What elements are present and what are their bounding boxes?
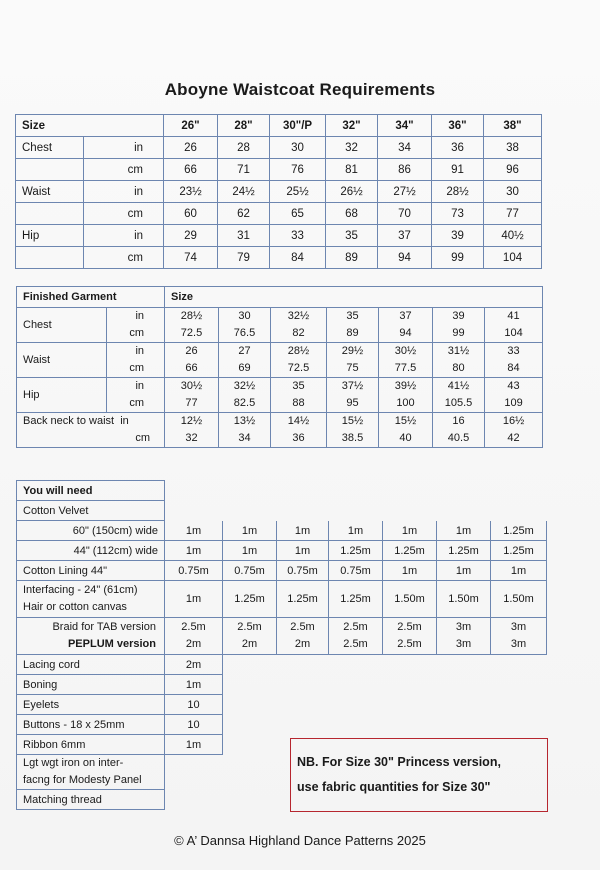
cell: 10 [165, 695, 223, 715]
cell: 30 76.5 [219, 308, 271, 343]
cell: 38 [484, 137, 542, 159]
table-row [16, 137, 542, 159]
cell: 29½ 75 [327, 343, 379, 378]
table-row [17, 541, 547, 561]
cell: 1m [383, 521, 437, 541]
row-label: 44" (112cm) wide [17, 541, 165, 561]
table-row [17, 618, 547, 655]
cell: 76 [270, 159, 326, 181]
finished-garment-table [16, 286, 543, 448]
cell: 94 [378, 247, 432, 269]
cell: 1m [165, 675, 223, 695]
row-label: Lgt wgt iron on inter- facng for Modesty Panel [17, 755, 165, 790]
cell: 74 [164, 247, 218, 269]
cell: 81 [326, 159, 378, 181]
cell: 1m [437, 521, 491, 541]
cell: 31 [218, 225, 270, 247]
cell: 26 66 [165, 343, 219, 378]
row-label: Boning [17, 675, 165, 695]
cell: 26 [164, 137, 218, 159]
size-col-header: 32" [326, 115, 378, 137]
cell: 28½ 72.5 [165, 308, 219, 343]
page-title: Aboyne Waistcoat Requirements [164, 80, 436, 99]
row-label: Hip [17, 378, 107, 413]
table-row [17, 561, 547, 581]
row-label: Braid for TAB version PEPLUM version [17, 618, 165, 655]
cell: 73 [432, 203, 484, 225]
row-label: Chest [17, 308, 107, 343]
cell: 99 [432, 247, 484, 269]
cell: 3m 3m [437, 618, 491, 655]
table-row [17, 695, 547, 715]
cell: 28½ [432, 181, 484, 203]
cell: 30 [484, 181, 542, 203]
cell: 43 109 [485, 378, 543, 413]
cell: 39 [432, 225, 484, 247]
cell: 0.75m [329, 561, 383, 581]
cell: 30½ 77.5 [379, 343, 433, 378]
table-row [17, 308, 543, 343]
cell: 77 [484, 203, 542, 225]
cell: 1m [437, 561, 491, 581]
cell: 66 [164, 159, 218, 181]
table-row [17, 413, 543, 448]
cell: 62 [218, 203, 270, 225]
table-row [17, 481, 547, 501]
unit-label: cm [84, 159, 164, 181]
cell: 1.50m [491, 581, 547, 618]
you-will-need-header: You will need [17, 481, 165, 501]
cell: 1.25m [383, 541, 437, 561]
unit-label: in cm [107, 378, 165, 413]
note-line: use fabric quantities for Size 30" [297, 780, 491, 794]
table-row [16, 159, 542, 181]
row-label: Chest [16, 137, 84, 159]
cell: 34 [378, 137, 432, 159]
cell: 1.25m [329, 581, 383, 618]
cell: 1.25m [277, 581, 329, 618]
table-row [17, 715, 547, 735]
cell: 24½ [218, 181, 270, 203]
cell: 27½ [378, 181, 432, 203]
cell: 1m [165, 581, 223, 618]
copyright-footer: © A’ Dannsa Highland Dance Patterns 2025 [174, 833, 426, 848]
row-label [16, 247, 84, 269]
cell: 96 [484, 159, 542, 181]
cell: 1.25m [491, 521, 547, 541]
cell: 84 [270, 247, 326, 269]
cell: 36 [432, 137, 484, 159]
row-label: Eyelets [17, 695, 165, 715]
cell: 1m [491, 561, 547, 581]
cell: 33 [270, 225, 326, 247]
cell: 25½ [270, 181, 326, 203]
cell: 0.75m [223, 561, 277, 581]
cell: 2.5m 2m [223, 618, 277, 655]
table-row [16, 225, 542, 247]
table-row [16, 203, 542, 225]
cell: 1m [383, 561, 437, 581]
unit-label: in cm [107, 343, 165, 378]
cell: 31½ 80 [433, 343, 485, 378]
cell: 10 [165, 715, 223, 735]
size-col-header: 34" [378, 115, 432, 137]
cell: 26½ [326, 181, 378, 203]
cell: 32½ 82 [271, 308, 327, 343]
cell: 28½ 72.5 [271, 343, 327, 378]
cell: 33 84 [485, 343, 543, 378]
cell: 37 94 [379, 308, 433, 343]
row-label: Matching thread [17, 790, 165, 810]
row-label: Interfacing - 24" (61cm) Hair or cotton canvas [17, 581, 165, 618]
cell: 2.5m 2m [277, 618, 329, 655]
cell: 37½ 95 [327, 378, 379, 413]
cell: 1.25m [491, 541, 547, 561]
cell: 32½ 82.5 [219, 378, 271, 413]
size-col-header: 36" [432, 115, 484, 137]
table-row [16, 115, 542, 137]
unit-label: in [84, 181, 164, 203]
cell: 35 89 [327, 308, 379, 343]
table-row [17, 378, 543, 413]
cell: 1m [277, 521, 329, 541]
cell: 2.5m 2.5m [329, 618, 383, 655]
cell: 68 [326, 203, 378, 225]
cell: 1m [165, 735, 223, 755]
cell: 29 [164, 225, 218, 247]
row-label: 60" (150cm) wide [17, 521, 165, 541]
cell: 12½ 32 [165, 413, 219, 448]
cell: 30½ 77 [165, 378, 219, 413]
unit-label: in [84, 225, 164, 247]
cell: 35 88 [271, 378, 327, 413]
cell: 91 [432, 159, 484, 181]
cell: 1.25m [223, 581, 277, 618]
cell: 65 [270, 203, 326, 225]
cell: 30 [270, 137, 326, 159]
table-row [17, 343, 543, 378]
cell: 41½ 105.5 [433, 378, 485, 413]
cell: 89 [326, 247, 378, 269]
row-label: Cotton Velvet [17, 501, 165, 521]
table-row [17, 655, 547, 675]
row-label: Buttons - 18 x 25mm [17, 715, 165, 735]
table-row [16, 181, 542, 203]
cell: 14½ 36 [271, 413, 327, 448]
cell: 37 [378, 225, 432, 247]
row-label: Lacing cord [17, 655, 165, 675]
table-row [17, 581, 547, 618]
cell: 71 [218, 159, 270, 181]
cell: 13½ 34 [219, 413, 271, 448]
cell: 1.50m [437, 581, 491, 618]
cell: 32 [326, 137, 378, 159]
unit-label: cm [84, 203, 164, 225]
size-header: Size [165, 287, 543, 308]
size-col-header: 38" [484, 115, 542, 137]
table-row [17, 675, 547, 695]
row-label: Cotton Lining 44" [17, 561, 165, 581]
cell: 23½ [164, 181, 218, 203]
row-label: Back neck to waist in cm [17, 413, 165, 448]
cell: 27 69 [219, 343, 271, 378]
note-line: NB. For Size 30" Princess version, [297, 755, 501, 769]
cell: 28 [218, 137, 270, 159]
row-label [16, 159, 84, 181]
cell: 79 [218, 247, 270, 269]
cell: 1.25m [437, 541, 491, 561]
cell: 1m [223, 521, 277, 541]
finished-garment-header: Finished Garment [17, 287, 165, 308]
cell: 86 [378, 159, 432, 181]
row-label: Ribbon 6mm [17, 735, 165, 755]
size-header: Size [16, 115, 164, 137]
cell: 39 99 [433, 308, 485, 343]
table-row [17, 287, 543, 308]
cell: 1m [277, 541, 329, 561]
cell: 2.5m 2m [165, 618, 223, 655]
cell: 2m [165, 655, 223, 675]
table-row [16, 247, 542, 269]
cell: 16½ 42 [485, 413, 543, 448]
size-col-header: 28" [218, 115, 270, 137]
cell: 70 [378, 203, 432, 225]
unit-label: cm [84, 247, 164, 269]
cell: 60 [164, 203, 218, 225]
cell: 1.50m [383, 581, 437, 618]
table-row [17, 501, 547, 521]
cell: 1.25m [329, 541, 383, 561]
cell: 39½ 100 [379, 378, 433, 413]
cell: 35 [326, 225, 378, 247]
cell: 1m [223, 541, 277, 561]
cell: 15½ 38.5 [327, 413, 379, 448]
row-label [16, 203, 84, 225]
table-row [17, 521, 547, 541]
cell: 2.5m 2.5m [383, 618, 437, 655]
cell: 3m 3m [491, 618, 547, 655]
size-table [15, 114, 542, 269]
row-label: Waist [16, 181, 84, 203]
row-label: Waist [17, 343, 107, 378]
unit-label: in cm [107, 308, 165, 343]
cell: 0.75m [277, 561, 329, 581]
cell: 40½ [484, 225, 542, 247]
cell: 41 104 [485, 308, 543, 343]
princess-note [290, 738, 548, 812]
cell: 16 40.5 [433, 413, 485, 448]
row-label: Hip [16, 225, 84, 247]
cell: 1m [165, 521, 223, 541]
cell: 1m [165, 541, 223, 561]
cell: 104 [484, 247, 542, 269]
size-col-header: 26" [164, 115, 218, 137]
cell: 15½ 40 [379, 413, 433, 448]
size-col-header: 30"/P [270, 115, 326, 137]
cell: 1m [329, 521, 383, 541]
unit-label: in [84, 137, 164, 159]
cell: 0.75m [165, 561, 223, 581]
